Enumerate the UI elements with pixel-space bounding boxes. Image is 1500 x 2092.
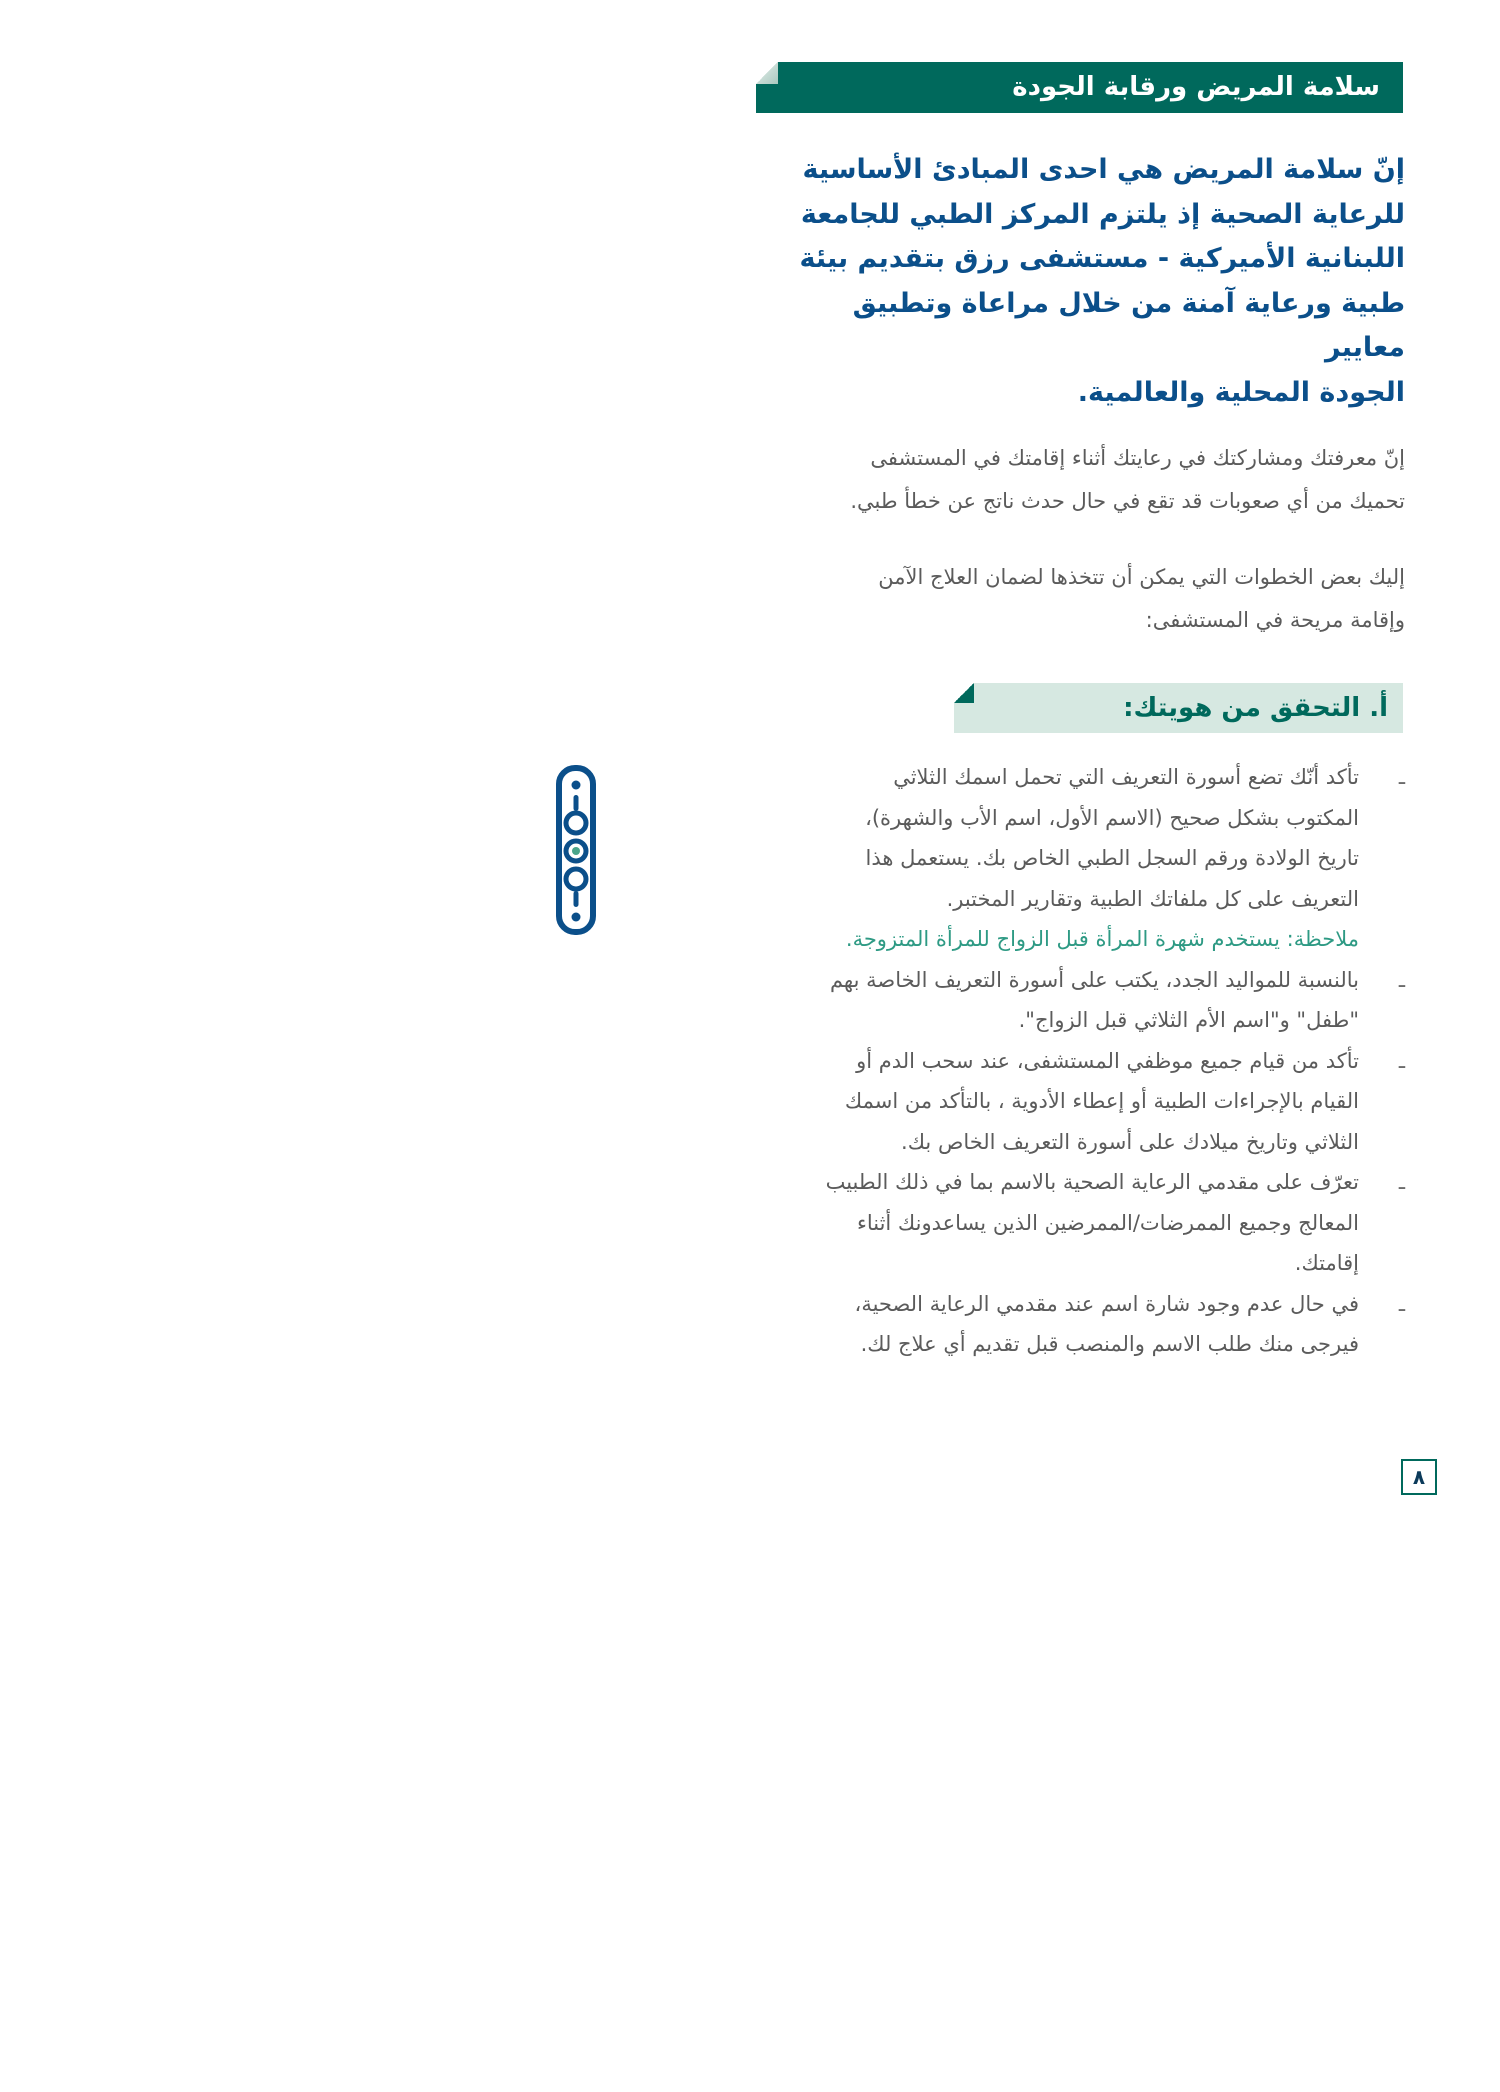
lead-line: الجودة المحلية والعالمية. (1077, 376, 1405, 408)
item-line: المعالج وجميع الممرضات/الممرضين الذين يساعدونك أثناء (856, 1210, 1359, 1235)
item-line: تأكد من قيام جميع موظفي المستشفى، عند سحب الدم أو (856, 1048, 1359, 1073)
intro-line: إنّ معرفتك ومشاركتك في رعايتك أثناء إقامتك في المستشفى (870, 446, 1405, 470)
intro-paragraph-1 (705, 437, 1405, 523)
intro-paragraph-2 (705, 556, 1405, 642)
item-line: تعرّف على مقدمي الرعاية الصحية بالاسم بما في ذلك الطبيب (825, 1170, 1359, 1194)
bullet-dash: ـ (1398, 1170, 1405, 1194)
list-item (665, 1041, 1405, 1163)
item-line: تاريخ الولادة ورقم السجل الطبي الخاص بك. يستعمل هذا (865, 846, 1359, 870)
header-corner-fold (756, 62, 778, 84)
item-line: بالنسبة للمواليد الجدد، يكتب على أسورة التعريف الخاصة بهم (829, 967, 1359, 992)
intro-line: تحميك من أي صعوبات قد تقع في حال حدث ناتج عن خطأ طبي. (850, 489, 1405, 513)
list-item (665, 1162, 1405, 1284)
note-text: ملاحظة: يستخدم شهرة المرأة قبل الزواج للمرأة المتزوجة. (845, 927, 1359, 951)
item-line: القيام بالإجراءات الطبية أو إعطاء الأدوية ، بالتأكد من اسمك (844, 1089, 1359, 1113)
id-bracelet-icon (556, 765, 596, 935)
item-line: فيرجى منك طلب الاسم والمنصب قبل تقديم أي علاج لك. (860, 1332, 1359, 1356)
item-line: التعريف على كل ملفاتك الطبية وتقارير المختبر. (946, 886, 1359, 911)
item-line: المكتوب بشكل صحيح (الاسم الأول، اسم الأب والشهرة)، (865, 805, 1359, 830)
item-line: تأكد أنّك تضع أسورة التعريف التي تحمل اسمك الثلاثي (893, 765, 1359, 789)
list-item (665, 1284, 1405, 1365)
lead-line: طبية ورعاية آمنة من خلال مراعاة وتطبيق معايير (852, 287, 1405, 363)
item-line: الثلاثي وتاريخ ميلادك على أسورة التعريف الخاص بك. (901, 1129, 1359, 1154)
page-title: سلامة المريض ورقابة الجودة (1012, 72, 1380, 102)
lead-line: للرعاية الصحية إذ يلتزم المركز الطبي للجامعة (800, 198, 1405, 230)
bullet-dash: ـ (1398, 765, 1405, 789)
subsection-title: أ. التحقق من هويتك: (1123, 693, 1388, 723)
subsection-corner-fold (954, 683, 974, 703)
intro-line: إليك بعض الخطوات التي يمكن أن تتخذها لضمان العلاج الآمن (878, 565, 1405, 589)
bullet-dash: ـ (1398, 1291, 1405, 1316)
item-line: إقامتك. (1294, 1251, 1359, 1275)
lead-statement (765, 148, 1405, 415)
lead-line: إنّ سلامة المريض هي احدى المبادئ الأساسية (802, 154, 1405, 185)
lead-line: اللبنانية الأميركية - مستشفى رزق بتقديم بيئة (799, 243, 1405, 274)
item-line: "طفل" و"اسم الأم الثلاثي قبل الزواج". (1018, 1008, 1359, 1032)
list-item (665, 960, 1405, 1041)
bullet-dash: ـ (1398, 967, 1405, 992)
item-line: في حال عدم وجود شارة اسم عند مقدمي الرعاية الصحية، (854, 1291, 1359, 1316)
bullet-dash: ـ (1398, 1048, 1405, 1073)
identity-steps-list (665, 757, 1405, 1365)
list-item (665, 757, 1405, 919)
intro-line: وإقامة مريحة في المستشفى: (1145, 608, 1405, 632)
page-number: ٨ (1401, 1459, 1437, 1495)
